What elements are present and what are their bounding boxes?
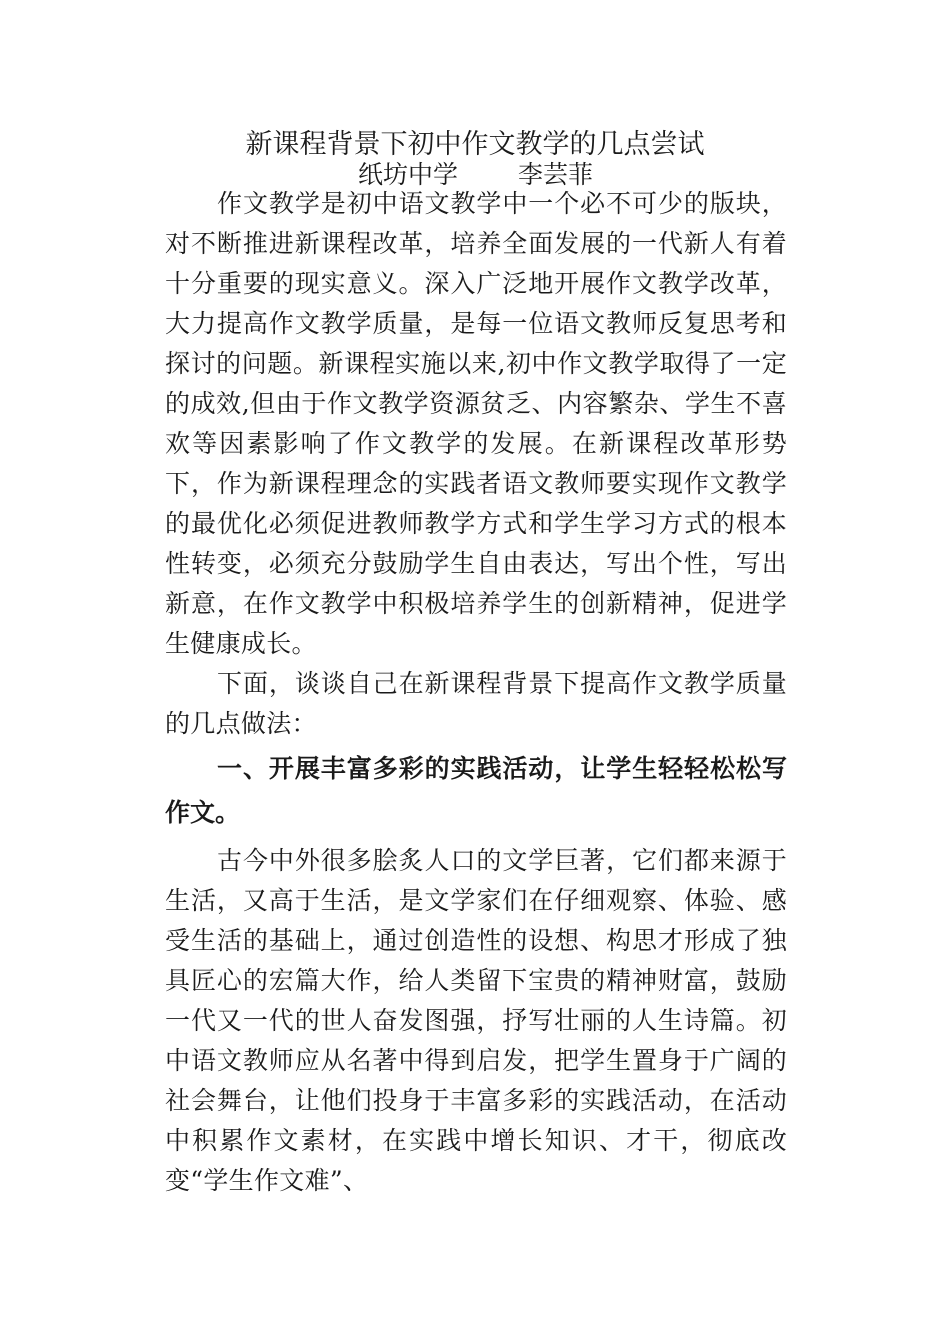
transition-paragraph: 下面，谈谈自己在新课程背景下提高作文教学质量的几点做法： [165, 669, 787, 738]
section-heading: 一、开展丰富多彩的实践活动，让学生轻轻松松写作文。 [165, 754, 787, 827]
document-title: 新课程背景下初中作文教学的几点尝试 [245, 129, 705, 160]
school-name: 纸坊中学 [358, 160, 459, 189]
section-paragraph: 古今中外很多脍炙人口的文学巨著，它们都来源于生活，又高于生活，是文学家们在仔细观察、体验、感受生活的基础上，通过创造性的设想、构思才形成了独具匠心的宏篇大作，给人类留下宝贵的精神财富，鼓励一代又一代的世人奋发图强，抒写壮丽的人生诗篇。初中语文教师应从名著中得到启发，把学生置身于广阔的社会舞台，让他们投身于丰富多彩的实践活动，在活动中积累作文素材，在实践中增长知识、才干，彻底改变“学生作文难”、 [165, 846, 787, 1195]
author-name: 李芸菲 [518, 160, 594, 189]
intro-paragraph: 作文教学是初中语文教学中一个必不可少的版块，对不断推进新课程改革，培养全面发展的一代新人有着十分重要的现实意义。深入广泛地开展作文教学改革，大力提高作文教学质量，是每一位语文教师反复思考和探讨的问题。新课程实施以来,初中作文教学取得了一定的成效,但由于作文教学资源贫乏、内容繁杂、学生不喜欢等因素影响了作文教学的发展。在新课程改革形势下，作为新课程理念的实践者语文教师要实现作文教学的最优化必须促进教师教学方式和学生学习方式的根本性转变，必须充分鼓励学生自由表达，写出个性，写出新意，在作文教学中积极培养学生的创新精神，促进学生健康成长。 [165, 189, 787, 658]
document-body [165, 184, 787, 1201]
